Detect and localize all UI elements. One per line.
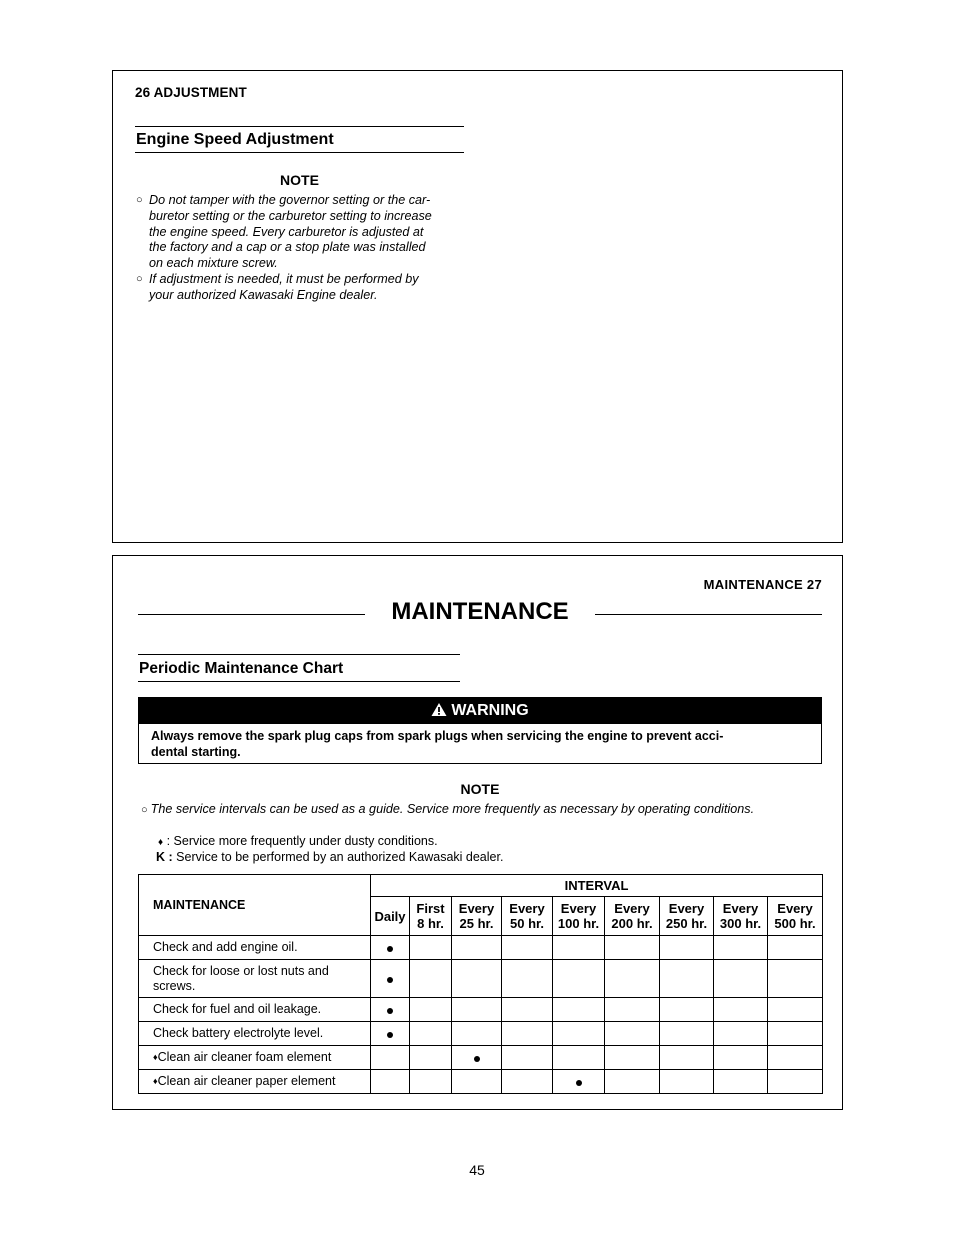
table-row: [139, 1046, 823, 1070]
note-item: [136, 193, 466, 272]
note-line: on each mixture screw.: [149, 256, 278, 271]
interval-cell: [502, 1046, 553, 1070]
interval-cell: [605, 1070, 660, 1094]
maintenance-item-label: [139, 1022, 371, 1046]
interval-column-header: [553, 897, 605, 936]
note-heading: NOTE: [280, 172, 319, 188]
column-header-line: 50 hr.: [510, 916, 544, 931]
maintenance-item-label: [139, 1070, 371, 1094]
interval-cell: [371, 1022, 410, 1046]
interval-column-header: [502, 897, 553, 936]
note-line: your authorized Kawasaki Engine dealer.: [149, 287, 378, 302]
interval-cell: [371, 1046, 410, 1070]
bullet-dot-icon: [387, 977, 393, 983]
warning-line: dental starting.: [151, 745, 241, 759]
interval-cell: [605, 936, 660, 960]
bullet-dot-icon: [387, 1032, 393, 1038]
maintenance-header: MAINTENANCE: [139, 875, 371, 936]
section-rule-top: [135, 126, 464, 127]
bullet-dot-icon: [474, 1056, 480, 1062]
interval-cell: [452, 936, 502, 960]
interval-cell: [714, 936, 768, 960]
bullet-dot-icon: [576, 1080, 582, 1086]
column-header-line: First: [416, 901, 445, 916]
interval-cell: [502, 998, 553, 1022]
table-body: [139, 936, 823, 1094]
page-26-panel: [112, 70, 843, 543]
note-line: the factory and a cap or a stop plate was installed: [149, 240, 426, 255]
warning-label: WARNING: [451, 702, 529, 719]
bullet-dot-icon: [387, 1008, 393, 1014]
circle-bullet-icon: ○: [136, 194, 143, 206]
interval-cell: [768, 1070, 823, 1094]
interval-cell: [553, 1046, 605, 1070]
maintenance-item-line: Check and add engine oil.: [153, 940, 298, 954]
column-header-line: Every: [509, 901, 545, 916]
interval-cell: [553, 998, 605, 1022]
interval-column-header: [660, 897, 714, 936]
column-header-line: 300 hr.: [719, 916, 762, 931]
column-header-line: 100 hr.: [557, 916, 600, 931]
warning-banner: [139, 698, 821, 724]
note-line: Do not tamper with the governor setting or the car-: [149, 193, 431, 207]
interval-cell: [502, 1070, 553, 1094]
interval-cell: [714, 1022, 768, 1046]
interval-column-header: [371, 897, 410, 936]
maintenance-item-line: Check battery electrolyte level.: [153, 1026, 324, 1040]
chapter-rule-left: [138, 614, 365, 615]
interval-cell: [605, 1022, 660, 1046]
note-item: [136, 272, 466, 304]
interval-cell: [714, 960, 768, 998]
legend-symbol: K :: [156, 850, 173, 864]
interval-cell: [410, 1046, 452, 1070]
column-header-line: Daily: [374, 908, 406, 924]
note-line: buretor setting or the carburetor setting to increase: [149, 208, 432, 223]
interval-cell: [714, 1070, 768, 1094]
interval-cell: [410, 936, 452, 960]
maintenance-item-label: [139, 960, 371, 998]
page-number: 45: [469, 1162, 485, 1178]
maintenance-table: [138, 874, 823, 1094]
table-row: [139, 998, 823, 1022]
circle-bullet-icon: ○: [141, 804, 148, 816]
section-title: Engine Speed Adjustment: [136, 131, 334, 148]
interval-cell: [502, 960, 553, 998]
interval-cell: [452, 998, 502, 1022]
interval-cell: [553, 960, 605, 998]
warning-box: [138, 697, 822, 764]
bullet-dot-icon: [387, 946, 393, 952]
section-rule-bottom: [135, 152, 464, 153]
column-header-line: 8 hr.: [417, 916, 444, 931]
column-header-line: 25 hr.: [459, 916, 494, 931]
interval-cell: [768, 998, 823, 1022]
diamond-icon: ♦: [153, 1052, 158, 1062]
section-rule-top: [138, 654, 460, 655]
page-27-panel: [112, 555, 843, 1110]
interval-header: INTERVAL: [371, 875, 823, 897]
interval-cell: [452, 960, 502, 998]
interval-column-header: [410, 897, 452, 936]
column-header-line: 500 hr.: [774, 916, 816, 931]
interval-cell: [660, 998, 714, 1022]
interval-cell: [502, 936, 553, 960]
maintenance-item-line: Clean air cleaner foam element: [157, 1050, 332, 1064]
column-header-line: 250 hr.: [665, 916, 708, 931]
legend-text: : Service more frequently under dusty conditions.: [166, 834, 438, 848]
maintenance-item-label: [139, 936, 371, 960]
circle-bullet-icon: ○: [136, 273, 143, 285]
interval-cell: [605, 960, 660, 998]
legend-text: Service to be performed by an authorized Kawasaki dealer.: [176, 850, 504, 864]
diamond-icon: ♦: [153, 1076, 158, 1086]
interval-column-header: [768, 897, 823, 936]
interval-cell: [714, 998, 768, 1022]
page-header: MAINTENANCE 27: [703, 577, 822, 592]
interval-cell: [553, 1070, 605, 1094]
page-header: 26 ADJUSTMENT: [135, 85, 247, 100]
column-header-line: Every: [614, 901, 650, 916]
column-header-line: Every: [560, 901, 597, 916]
table-row: [139, 1070, 823, 1094]
interval-column-header: [714, 897, 768, 936]
note-line: If adjustment is needed, it must be performed by: [149, 272, 419, 286]
column-header-line: Every: [777, 901, 813, 916]
interval-cell: [452, 1022, 502, 1046]
interval-cell: [410, 998, 452, 1022]
interval-cell: [452, 1046, 502, 1070]
interval-cell: [660, 936, 714, 960]
interval-cell: [371, 998, 410, 1022]
warning-text: [151, 728, 811, 760]
interval-cell: [660, 960, 714, 998]
column-header-line: 200 hr.: [611, 916, 653, 931]
interval-cell: [768, 1022, 823, 1046]
table-row: [139, 1022, 823, 1046]
maintenance-item-line: Check for fuel and oil leakage.: [153, 1002, 322, 1016]
interval-cell: [660, 1070, 714, 1094]
column-header-line: Every: [668, 901, 705, 916]
chapter-title: MAINTENANCE: [391, 598, 569, 625]
interval-cell: [553, 1022, 605, 1046]
interval-cell: [410, 1022, 452, 1046]
section-title: Periodic Maintenance Chart: [139, 660, 344, 677]
table-row: [139, 936, 823, 960]
interval-cell: [768, 960, 823, 998]
chapter-rule-right: [595, 614, 822, 615]
interval-cell: [371, 1070, 410, 1094]
column-header-line: Every: [458, 901, 495, 916]
maintenance-item-line: screws.: [153, 978, 196, 993]
interval-cell: [768, 936, 823, 960]
maintenance-item-line: Clean air cleaner paper element: [157, 1074, 336, 1088]
interval-cell: [410, 960, 452, 998]
note-item: [141, 802, 831, 816]
interval-cell: [605, 1046, 660, 1070]
interval-cell: [768, 1046, 823, 1070]
section-rule-bottom: [138, 681, 460, 682]
interval-cell: [660, 1046, 714, 1070]
interval-cell: [410, 1070, 452, 1094]
note-heading: NOTE: [460, 781, 500, 797]
legend-item: [156, 850, 503, 864]
warning-triangle-icon: [431, 700, 447, 726]
legend-item: [158, 834, 438, 848]
interval-cell: [371, 936, 410, 960]
interval-cell: [714, 1046, 768, 1070]
diamond-icon: ♦: [158, 837, 164, 848]
interval-cell: [553, 936, 605, 960]
interval-cell: [605, 998, 660, 1022]
note-text: The service intervals can be used as a guide. Service more frequently as necessary by operating conditions.: [150, 802, 755, 816]
maintenance-item-label: [139, 998, 371, 1022]
interval-column-header: [452, 897, 502, 936]
interval-cell: [371, 960, 410, 998]
note-line: the engine speed. Every carburetor is adjusted at: [149, 224, 424, 239]
interval-cell: [452, 1070, 502, 1094]
interval-column-header: [605, 897, 660, 936]
column-header-line: Every: [722, 901, 759, 916]
table-row: [139, 960, 823, 998]
warning-line: Always remove the spark plug caps from spark plugs when servicing the engine to prevent acci-: [151, 729, 724, 743]
interval-cell: [660, 1022, 714, 1046]
maintenance-item-line: Check for loose or lost nuts and: [153, 963, 329, 978]
maintenance-item-label: [139, 1046, 371, 1070]
interval-cell: [502, 1022, 553, 1046]
